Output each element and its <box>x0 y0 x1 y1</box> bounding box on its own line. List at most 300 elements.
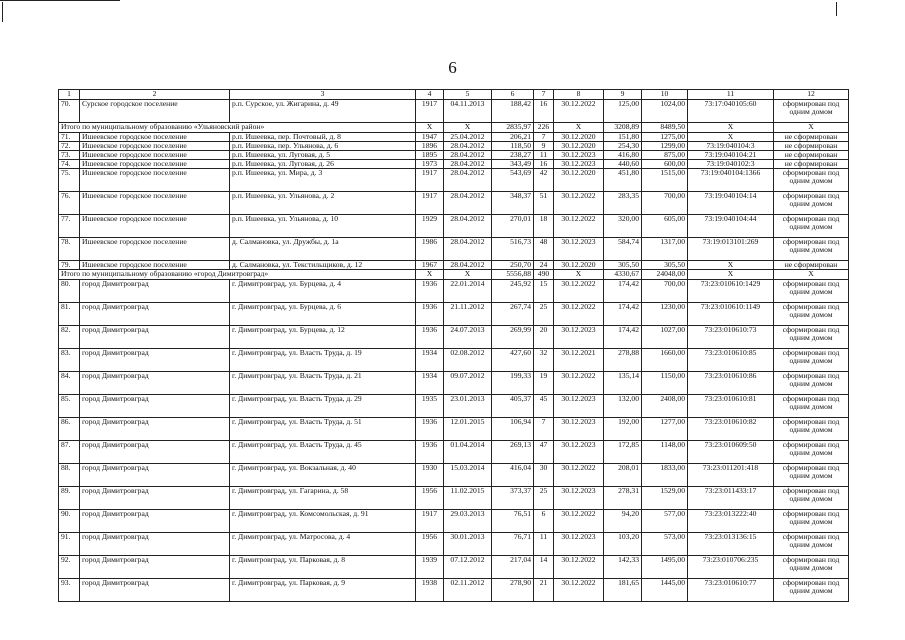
table-cell: г. Димитровград, ул. Вокзальная, д. 40 <box>230 464 416 487</box>
table-cell: не сформирован <box>774 160 849 169</box>
table-cell: 1917 <box>416 510 444 533</box>
table-cell: р.п. Ишеевка, ул. Луговая, д. 26 <box>230 160 416 169</box>
table-row <box>59 464 849 487</box>
table-cell: 30.12.2023 <box>554 151 604 160</box>
table-cell: 30.12.2022 <box>554 192 604 215</box>
table-cell: 87. <box>59 441 80 464</box>
table-cell: 28.04.2012 <box>444 142 492 151</box>
table-cell: 373,37 <box>492 487 534 510</box>
table-cell: 30.12.2020 <box>554 169 604 192</box>
table-cell: 1833,00 <box>642 464 688 487</box>
page-number: 6 <box>448 58 457 77</box>
table-cell: д. Салмановка, ул. Дружбы, д. 1а <box>230 238 416 261</box>
table-cell: 76,51 <box>492 510 534 533</box>
table-cell: 30.12.2021 <box>554 349 604 372</box>
table-cell: 1973 <box>416 160 444 169</box>
table-cell: сформирован под одним домом <box>774 533 849 556</box>
table-cell: 07.12.2012 <box>444 556 492 579</box>
table-cell: 76,71 <box>492 533 534 556</box>
table-cell: 2408,00 <box>642 395 688 418</box>
total-cell: 2835,97 <box>492 123 534 133</box>
total-cell: 490 <box>534 270 554 280</box>
table-cell: 269,13 <box>492 441 534 464</box>
table-cell: Ишеевское городское поселение <box>80 238 230 261</box>
table-cell: 48 <box>534 238 554 261</box>
header-cell: 7 <box>534 90 554 100</box>
table-cell: сформирован под одним домом <box>774 556 849 579</box>
table-cell: 1934 <box>416 372 444 395</box>
header-cell: 2 <box>80 90 230 100</box>
table-cell: 343,49 <box>492 160 534 169</box>
table-cell: сформирован под одним домом <box>774 418 849 441</box>
table-cell: 75. <box>59 169 80 192</box>
table-cell: 132,00 <box>604 395 642 418</box>
table-cell: 278,90 <box>492 579 534 602</box>
total-cell: X <box>444 270 492 280</box>
table-row <box>59 261 849 270</box>
header-cell: 8 <box>554 90 604 100</box>
table-cell: 30.12.2022 <box>554 556 604 579</box>
total-cell: 226 <box>534 123 554 133</box>
table-row <box>59 303 849 326</box>
table-cell: г. Димитровград, ул. Власть Труда, д. 45 <box>230 441 416 464</box>
table-cell: 73:23:013222:40 <box>688 510 774 533</box>
table-cell: 1939 <box>416 556 444 579</box>
table-cell: 73:17:040105:60 <box>688 100 774 123</box>
table-cell: 73:23:010610:82 <box>688 418 774 441</box>
table-cell: 28.04.2012 <box>444 238 492 261</box>
table-row <box>59 160 849 169</box>
table-cell: 278,88 <box>604 349 642 372</box>
table-cell: 1967 <box>416 261 444 270</box>
header-cell: 5 <box>444 90 492 100</box>
table-cell: 7 <box>534 418 554 441</box>
table-cell: не сформирован <box>774 151 849 160</box>
table-cell: 79. <box>59 261 80 270</box>
table-cell: 440,60 <box>604 160 642 169</box>
table-cell: 208,01 <box>604 464 642 487</box>
table-cell: 1495,00 <box>642 556 688 579</box>
table-cell: 02.08.2012 <box>444 349 492 372</box>
table-cell: 1275,00 <box>642 133 688 142</box>
table-cell: сформирован под одним домом <box>774 303 849 326</box>
header-cell: 11 <box>688 90 774 100</box>
table-row <box>59 280 849 303</box>
header-cell: 10 <box>642 90 688 100</box>
table-cell: 30.12.2022 <box>554 100 604 123</box>
table-cell: 28.04.2012 <box>444 261 492 270</box>
table-cell: 135,14 <box>604 372 642 395</box>
table-cell: 1936 <box>416 280 444 303</box>
table-cell: 245,92 <box>492 280 534 303</box>
housing-table <box>58 89 849 602</box>
header-row <box>59 90 849 100</box>
table-cell: 267,74 <box>492 303 534 326</box>
table-cell: 1930 <box>416 464 444 487</box>
table-cell: 199,33 <box>492 372 534 395</box>
table-cell: 125,00 <box>604 100 642 123</box>
header-cell: 1 <box>59 90 80 100</box>
table-cell: 81. <box>59 303 80 326</box>
table-cell: сформирован под одним домом <box>774 169 849 192</box>
table-cell: 73:19:040104:14 <box>688 192 774 215</box>
table-cell: 1935 <box>416 395 444 418</box>
table-cell: 348,37 <box>492 192 534 215</box>
table-row <box>59 133 849 142</box>
table-row <box>59 579 849 602</box>
table-cell: Ишеевское городское поселение <box>80 192 230 215</box>
table-cell: 1148,00 <box>642 441 688 464</box>
table-body <box>59 90 849 602</box>
table-cell: 12.01.2015 <box>444 418 492 441</box>
table-cell: город Димитровград <box>80 418 230 441</box>
table-cell: г. Димитровград, ул. Бурцева, д. 12 <box>230 326 416 349</box>
table-cell: 1660,00 <box>642 349 688 372</box>
table-cell: 605,00 <box>642 215 688 238</box>
table-cell: 118,50 <box>492 142 534 151</box>
table-row <box>59 556 849 579</box>
table-cell: 278,31 <box>604 487 642 510</box>
table-cell: 80. <box>59 280 80 303</box>
table-cell: 1317,00 <box>642 238 688 261</box>
total-cell: 4330,67 <box>604 270 642 280</box>
table-cell: 25 <box>534 303 554 326</box>
table-cell: сформирован под одним домом <box>774 395 849 418</box>
table-cell: 30.12.2020 <box>554 133 604 142</box>
table-cell: 1986 <box>416 238 444 261</box>
table-cell: 192,00 <box>604 418 642 441</box>
table-cell: сформирован под одним домом <box>774 192 849 215</box>
table-cell: 416,80 <box>604 151 642 160</box>
table-cell: 30.12.2022 <box>554 372 604 395</box>
table-cell: 32 <box>534 349 554 372</box>
total-cell: X <box>416 270 444 280</box>
table-cell: 16 <box>534 100 554 123</box>
table-cell: 1936 <box>416 326 444 349</box>
table-cell: 73:23:010610:73 <box>688 326 774 349</box>
table-row <box>59 487 849 510</box>
total-cell: 3208,89 <box>604 123 642 133</box>
table-cell: 14 <box>534 556 554 579</box>
table-cell: 93. <box>59 579 80 602</box>
total-cell: X <box>416 123 444 133</box>
table-cell: 270,01 <box>492 215 534 238</box>
table-cell: р.п. Ишеевка, пер. Почтовый, д. 8 <box>230 133 416 142</box>
table-cell: 172,85 <box>604 441 642 464</box>
table-cell: город Димитровград <box>80 349 230 372</box>
table-cell: 24 <box>534 261 554 270</box>
table-cell: город Димитровград <box>80 395 230 418</box>
table-cell: р.п. Ишеевка, ул. Ульянова, д. 10 <box>230 215 416 238</box>
table-cell: г. Димитровград, ул. Парковая, д. 9 <box>230 579 416 602</box>
table-cell: 250,70 <box>492 261 534 270</box>
table-cell: 73:19:013101:269 <box>688 238 774 261</box>
table-cell: Ишеевское городское поселение <box>80 151 230 160</box>
table-cell: 51 <box>534 192 554 215</box>
table-cell: 73:23:011433:17 <box>688 487 774 510</box>
table-row <box>59 169 849 192</box>
table-cell: сформирован под одним домом <box>774 464 849 487</box>
table-cell: 30.12.2023 <box>554 441 604 464</box>
table-cell: 91. <box>59 533 80 556</box>
table-cell: 577,00 <box>642 510 688 533</box>
table-cell: 73:23:010610:1149 <box>688 303 774 326</box>
table-cell: 30.12.2023 <box>554 395 604 418</box>
table-cell: 416,04 <box>492 464 534 487</box>
table-cell: 30.12.2022 <box>554 464 604 487</box>
table-cell: г. Димитровград, ул. Бурцева, д. 4 <box>230 280 416 303</box>
table-cell: город Димитровград <box>80 326 230 349</box>
total-cell: X <box>688 123 774 133</box>
table-cell: 174,42 <box>604 280 642 303</box>
table-cell: 1917 <box>416 192 444 215</box>
table-cell: г. Димитровград, ул. Бурцева, д. 6 <box>230 303 416 326</box>
total-label: Итого по муниципальному образованию «Ульяновский район» <box>59 123 416 133</box>
table-cell: 451,80 <box>604 169 642 192</box>
table-cell: 73:23:010610:85 <box>688 349 774 372</box>
table-cell: Ишеевское городское поселение <box>80 169 230 192</box>
table-cell: город Димитровград <box>80 303 230 326</box>
table-cell: 18 <box>534 215 554 238</box>
table-cell: 1936 <box>416 441 444 464</box>
table-cell: сформирован под одним домом <box>774 441 849 464</box>
table-cell: 01.04.2014 <box>444 441 492 464</box>
table-cell: 30.12.2023 <box>554 160 604 169</box>
table-cell: г. Димитровград, ул. Парковая, д. 8 <box>230 556 416 579</box>
total-label: Итого по муниципальному образованию «город Димитровград» <box>59 270 416 280</box>
table-cell: сформирован под одним домом <box>774 579 849 602</box>
table-cell: 1936 <box>416 418 444 441</box>
table-cell: 73:19:040102:3 <box>688 160 774 169</box>
table-cell: 09.07.2012 <box>444 372 492 395</box>
table-cell: 700,00 <box>642 192 688 215</box>
table-cell: 6 <box>534 510 554 533</box>
table-cell: 24.07.2013 <box>444 326 492 349</box>
table-cell: 30.12.2020 <box>554 142 604 151</box>
table-cell: 30.12.2023 <box>554 326 604 349</box>
table-cell: сформирован под одним домом <box>774 280 849 303</box>
table-cell: город Димитровград <box>80 280 230 303</box>
table-cell: р.п. Ишеевка, ул. Мира, д. 3 <box>230 169 416 192</box>
table-cell: 1929 <box>416 215 444 238</box>
total-cell: X <box>774 123 849 133</box>
table-cell: город Димитровград <box>80 441 230 464</box>
table-cell: 206,21 <box>492 133 534 142</box>
table-cell: 238,27 <box>492 151 534 160</box>
table-cell: 1277,00 <box>642 418 688 441</box>
table-cell: 181,65 <box>604 579 642 602</box>
table-cell: 84. <box>59 372 80 395</box>
table-cell: р.п. Ишеевка, ул. Ульянова, д. 2 <box>230 192 416 215</box>
table-cell: 1917 <box>416 100 444 123</box>
table-cell: 25.04.2012 <box>444 133 492 142</box>
table-row <box>59 441 849 464</box>
table-cell: 73:23:010610:86 <box>688 372 774 395</box>
table-cell: 1947 <box>416 133 444 142</box>
table-cell: 21 <box>534 579 554 602</box>
table-cell: 30.12.2023 <box>554 418 604 441</box>
table-row <box>59 349 849 372</box>
table-cell: 23.01.2013 <box>444 395 492 418</box>
table-cell: 85. <box>59 395 80 418</box>
table-cell: г. Димитровград, ул. Власть Труда, д. 51 <box>230 418 416 441</box>
table-cell: 1938 <box>416 579 444 602</box>
table-cell: 9 <box>534 142 554 151</box>
scan-speck <box>836 2 837 16</box>
table-cell: 74. <box>59 160 80 169</box>
table-cell: г. Димитровград, ул. Власть Труда, д. 29 <box>230 395 416 418</box>
table-row <box>59 100 849 123</box>
table-cell: 30.01.2013 <box>444 533 492 556</box>
table-cell: 1515,00 <box>642 169 688 192</box>
table-cell: 77. <box>59 215 80 238</box>
table-cell: 11 <box>534 151 554 160</box>
table-row <box>59 510 849 533</box>
table-cell: 1956 <box>416 533 444 556</box>
table-cell: 42 <box>534 169 554 192</box>
table-cell: 600,00 <box>642 160 688 169</box>
table-cell: 19 <box>534 372 554 395</box>
table-cell: 21.11.2012 <box>444 303 492 326</box>
table-cell: 78. <box>59 238 80 261</box>
table-cell: 1895 <box>416 151 444 160</box>
table-cell: 30.12.2023 <box>554 487 604 510</box>
table-cell: X <box>688 261 774 270</box>
table-cell: X <box>688 133 774 142</box>
table-cell: 516,73 <box>492 238 534 261</box>
table-cell: сформирован под одним домом <box>774 215 849 238</box>
table-cell: 22.01.2014 <box>444 280 492 303</box>
table-cell: 1917 <box>416 169 444 192</box>
table-cell: р.п. Сурское, ул. Жигарина, д. 49 <box>230 100 416 123</box>
table-cell: 11 <box>534 533 554 556</box>
header-cell: 4 <box>416 90 444 100</box>
table-cell: 1150,00 <box>642 372 688 395</box>
table-cell: р.п. Ишеевка, ул. Луговая, д. 5 <box>230 151 416 160</box>
table-cell: город Димитровград <box>80 487 230 510</box>
table-row <box>59 533 849 556</box>
table-cell: 1445,00 <box>642 579 688 602</box>
table-cell: 269,99 <box>492 326 534 349</box>
table-cell: 305,50 <box>604 261 642 270</box>
table-cell: 405,37 <box>492 395 534 418</box>
table-cell: 320,00 <box>604 215 642 238</box>
scan-speck <box>2 2 3 22</box>
table-cell: 30 <box>534 464 554 487</box>
table-cell: р.п. Ишеевка, пер. Ульянова, д. 6 <box>230 142 416 151</box>
table-cell: 30.12.2022 <box>554 280 604 303</box>
header-cell: 6 <box>492 90 534 100</box>
table-cell: г. Димитровград, ул. Власть Труда, д. 21 <box>230 372 416 395</box>
total-cell: 24048,00 <box>642 270 688 280</box>
table-cell: город Димитровград <box>80 533 230 556</box>
table-cell: 47 <box>534 441 554 464</box>
table-cell: 30.12.2022 <box>554 510 604 533</box>
table-row <box>59 192 849 215</box>
table-row <box>59 151 849 160</box>
table-cell: 73:23:010706:235 <box>688 556 774 579</box>
table-cell: 700,00 <box>642 280 688 303</box>
table-cell: не сформирован <box>774 261 849 270</box>
table-cell: 94,20 <box>604 510 642 533</box>
table-cell: 73:19:040104:21 <box>688 151 774 160</box>
total-cell: X <box>774 270 849 280</box>
table-cell: 30.12.2022 <box>554 215 604 238</box>
table-row <box>59 395 849 418</box>
table-cell: сформирован под одним домом <box>774 487 849 510</box>
total-cell: X <box>554 123 604 133</box>
table-cell: 30.12.2023 <box>554 238 604 261</box>
table-row <box>59 418 849 441</box>
table-cell: сформирован под одним домом <box>774 372 849 395</box>
table-cell: 1934 <box>416 349 444 372</box>
table-cell: 188,42 <box>492 100 534 123</box>
total-cell: 8489,50 <box>642 123 688 133</box>
table-cell: 1936 <box>416 303 444 326</box>
table-cell: не сформирован <box>774 142 849 151</box>
table-cell: город Димитровград <box>80 510 230 533</box>
table-cell: 73:19:040104:3 <box>688 142 774 151</box>
table-cell: 76. <box>59 192 80 215</box>
table-cell: г. Димитровград, ул. Матросова, д. 4 <box>230 533 416 556</box>
table-row <box>59 326 849 349</box>
total-row <box>59 270 849 280</box>
table-row <box>59 215 849 238</box>
table-cell: 1024,00 <box>642 100 688 123</box>
table-cell: 71. <box>59 133 80 142</box>
table-cell: Ишеевское городское поселение <box>80 133 230 142</box>
table-cell: 573,00 <box>642 533 688 556</box>
table-cell: 29.03.2013 <box>444 510 492 533</box>
table-cell: Ишеевское городское поселение <box>80 142 230 151</box>
table-cell: 02.11.2012 <box>444 579 492 602</box>
table-cell: 15 <box>534 280 554 303</box>
table-cell: 1299,00 <box>642 142 688 151</box>
table-cell: Сурское городское поселение <box>80 100 230 123</box>
total-cell: X <box>554 270 604 280</box>
table-cell: 72. <box>59 142 80 151</box>
table-cell: 28.04.2012 <box>444 192 492 215</box>
table-cell: 73:23:010609:50 <box>688 441 774 464</box>
table-cell: город Димитровград <box>80 372 230 395</box>
table-cell: 90. <box>59 510 80 533</box>
table-cell: 04.11.2013 <box>444 100 492 123</box>
table-cell: 1896 <box>416 142 444 151</box>
table-cell: сформирован под одним домом <box>774 510 849 533</box>
table-cell: 70. <box>59 100 80 123</box>
table-cell: 875,00 <box>642 151 688 160</box>
table-cell: город Димитровград <box>80 464 230 487</box>
table-cell: 106,94 <box>492 418 534 441</box>
header-cell: 12 <box>774 90 849 100</box>
table-cell: 83. <box>59 349 80 372</box>
table-cell: 88. <box>59 464 80 487</box>
table-cell: 283,35 <box>604 192 642 215</box>
table-cell: 151,80 <box>604 133 642 142</box>
total-cell: 5556,88 <box>492 270 534 280</box>
table-cell: 28.04.2012 <box>444 169 492 192</box>
table-cell: 30.12.2022 <box>554 579 604 602</box>
scan-speck <box>0 0 120 1</box>
table-cell: 73:23:013136:15 <box>688 533 774 556</box>
table-cell: 45 <box>534 395 554 418</box>
total-cell: X <box>688 270 774 280</box>
table-cell: 92. <box>59 556 80 579</box>
table-cell: 30.12.2023 <box>554 533 604 556</box>
table-cell: 73:19:040104:1366 <box>688 169 774 192</box>
table-cell: 28.04.2012 <box>444 215 492 238</box>
table-cell: 427,60 <box>492 349 534 372</box>
